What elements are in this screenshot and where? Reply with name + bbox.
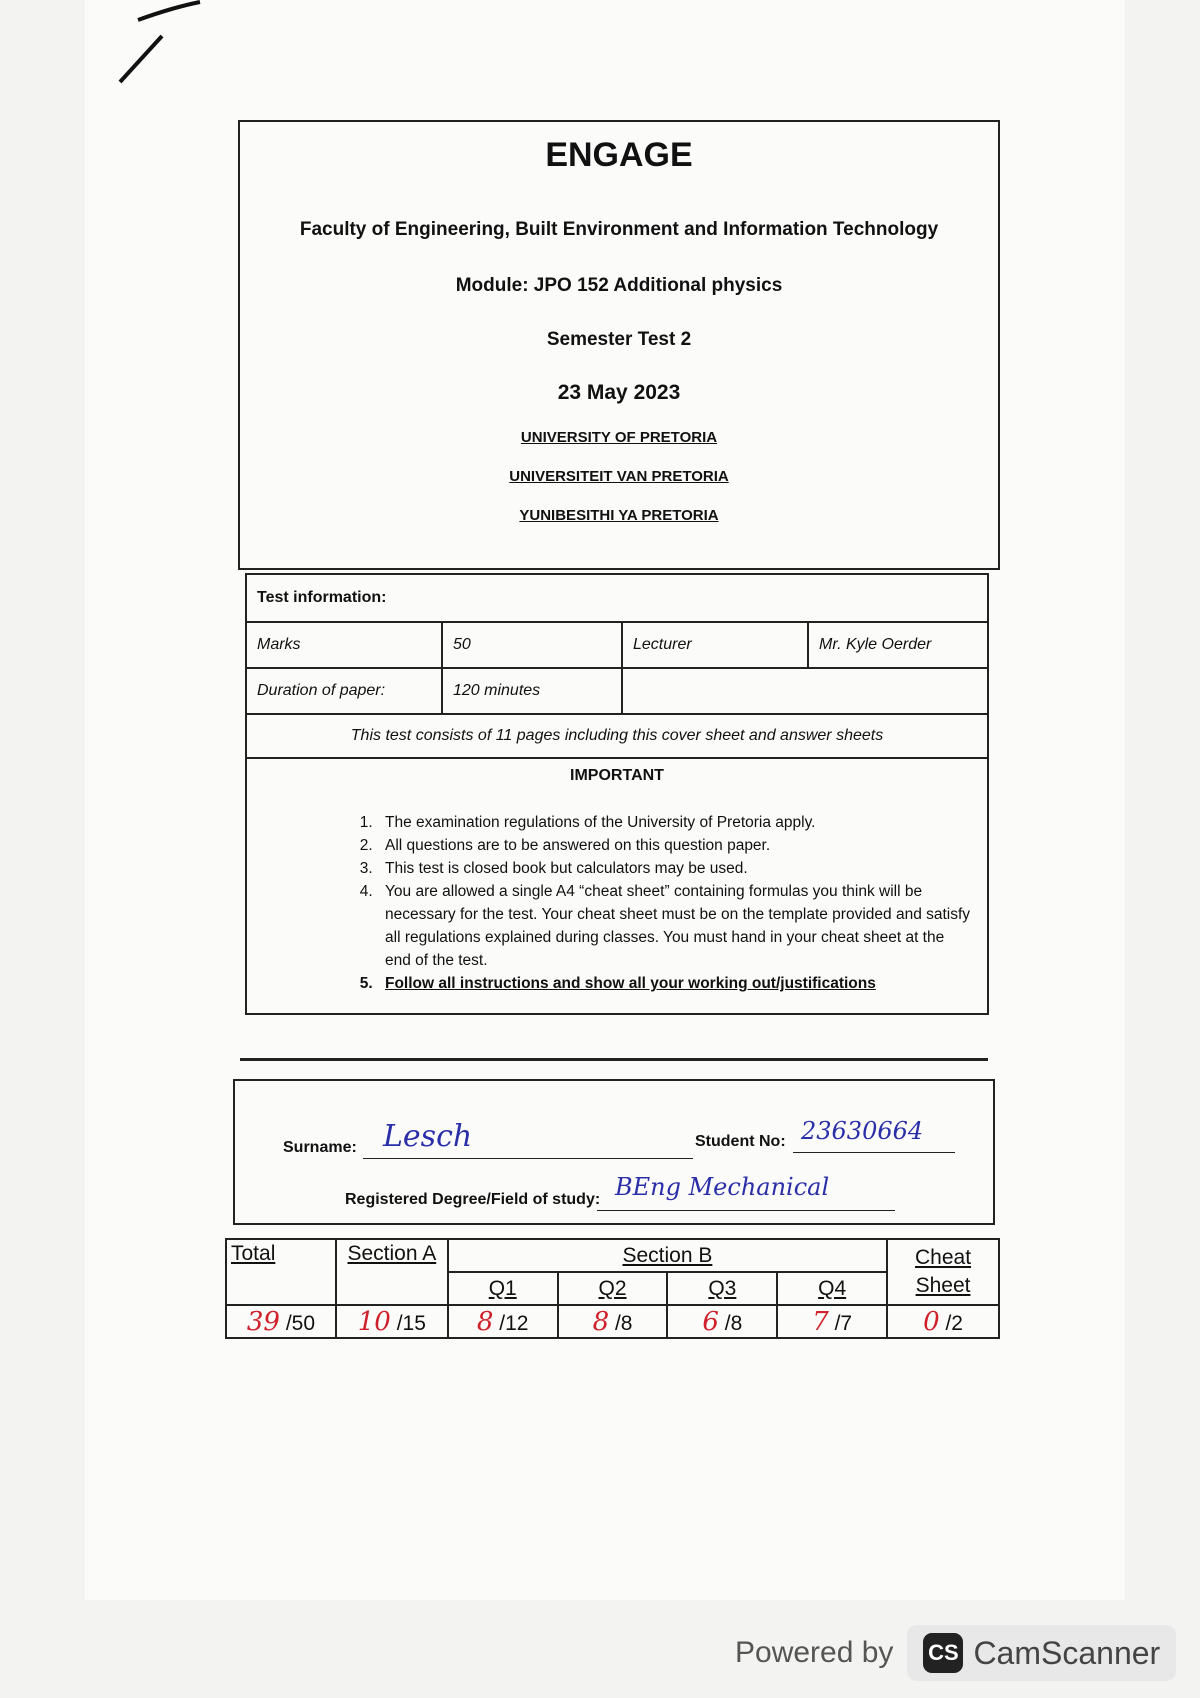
q2-max: /8 <box>614 1311 633 1335</box>
important-heading: IMPORTANT <box>570 767 664 784</box>
q4-score: 7 <box>812 1306 829 1337</box>
university-name-english: UNIVERSITY OF PRETORIA <box>520 429 718 446</box>
cover-header-box <box>238 120 1000 570</box>
q2-mark-cell <box>558 1305 668 1338</box>
section-a-max: /15 <box>396 1311 426 1335</box>
camscanner-brand-name: CamScanner <box>973 1634 1161 1671</box>
q3-header: Q3 <box>667 1272 777 1305</box>
rules-list <box>377 811 977 995</box>
powered-by-label: Powered by <box>735 1636 894 1669</box>
test-info-heading: Test information: <box>246 574 988 622</box>
q1-max: /12 <box>499 1311 529 1335</box>
rule-item: 4. You are allowed a single A4 “cheat sheet” containing formulas you think will be necessary for the test. Your cheat sheet must be on the template provided and satisfy all regulations explained during classes. You must hand in your cheat sheet at the end of the test. <box>377 880 971 972</box>
student-number-field[interactable]: 23630664 <box>801 1117 924 1145</box>
q4-mark-cell <box>777 1305 887 1338</box>
rule-item: 1. The examination regulations of the University of Pretoria apply. <box>377 811 971 834</box>
q2-score: 8 <box>592 1306 610 1337</box>
student-details-box <box>233 1079 995 1225</box>
section-a-score: 10 <box>357 1306 391 1337</box>
total-score: 39 <box>246 1306 280 1337</box>
camscanner-badge <box>907 1625 1176 1681</box>
faculty-name: Faculty of Engineering, Built Environment and Information Technology <box>299 219 939 240</box>
marks-label: Marks <box>246 622 442 668</box>
total-mark-cell <box>226 1305 336 1338</box>
section-a-header: Section A <box>336 1239 448 1305</box>
q4-max: /7 <box>834 1311 853 1335</box>
rule-item: 2. All questions are to be answered on this question paper. <box>377 834 971 857</box>
q3-score: 6 <box>702 1306 719 1337</box>
cheat-sheet-score: 0 <box>923 1306 940 1337</box>
empty-cell <box>622 668 988 714</box>
rule-item: 5. Follow all instructions and show all your working out/justifications <box>377 972 971 995</box>
q1-header: Q1 <box>448 1272 558 1305</box>
camscanner-logo-icon: CS <box>923 1633 963 1673</box>
cheat-sheet-max: /2 <box>945 1311 963 1335</box>
q3-max: /8 <box>724 1311 743 1335</box>
test-information-table <box>245 573 989 1015</box>
important-section <box>246 758 988 1014</box>
lecturer-label: Lecturer <box>622 622 808 668</box>
duration-label: Duration of paper: <box>246 668 442 714</box>
university-name-sepedi: YUNIBESITHI YA PRETORIA <box>519 507 719 524</box>
marks-summary-table <box>225 1238 1000 1339</box>
q1-mark-cell <box>448 1305 558 1338</box>
camscanner-watermark <box>735 1620 1176 1686</box>
q2-header: Q2 <box>558 1272 668 1305</box>
surname-label: Surname: <box>283 1139 357 1156</box>
lecturer-value: Mr. Kyle Oerder <box>808 622 988 668</box>
program-title: ENGAGE <box>545 136 693 174</box>
section-b-header: Section B <box>448 1239 887 1272</box>
surname-field[interactable]: Lesch <box>383 1119 473 1154</box>
duration-value: 120 minutes <box>442 668 622 714</box>
section-a-mark-cell <box>336 1305 448 1338</box>
cheat-sheet-header: Cheat Sheet <box>887 1239 999 1305</box>
divider-line <box>240 1058 988 1061</box>
q4-header: Q4 <box>777 1272 887 1305</box>
degree-label: Registered Degree/Field of study: <box>345 1191 601 1208</box>
degree-field[interactable]: BEng Mechanical <box>615 1173 830 1201</box>
total-max: /50 <box>285 1311 316 1335</box>
rule-item: 3. This test is closed book but calculators may be used. <box>377 857 971 880</box>
q3-mark-cell <box>667 1305 777 1338</box>
module-name: Module: JPO 152 Additional physics <box>455 275 783 296</box>
page-count-note: This test consists of 11 pages including this cover sheet and answer sheets <box>246 714 988 758</box>
test-date: 23 May 2023 <box>557 381 681 404</box>
marks-value: 50 <box>442 622 622 668</box>
university-name-afrikaans: UNIVERSITEIT VAN PRETORIA <box>509 468 729 485</box>
test-name: Semester Test 2 <box>546 329 692 350</box>
cheat-sheet-mark-cell <box>887 1305 999 1338</box>
q1-score: 8 <box>476 1306 494 1337</box>
pen-stroke-mark <box>110 0 210 90</box>
student-number-label: Student No: <box>695 1133 786 1150</box>
total-header: Total <box>226 1239 336 1305</box>
